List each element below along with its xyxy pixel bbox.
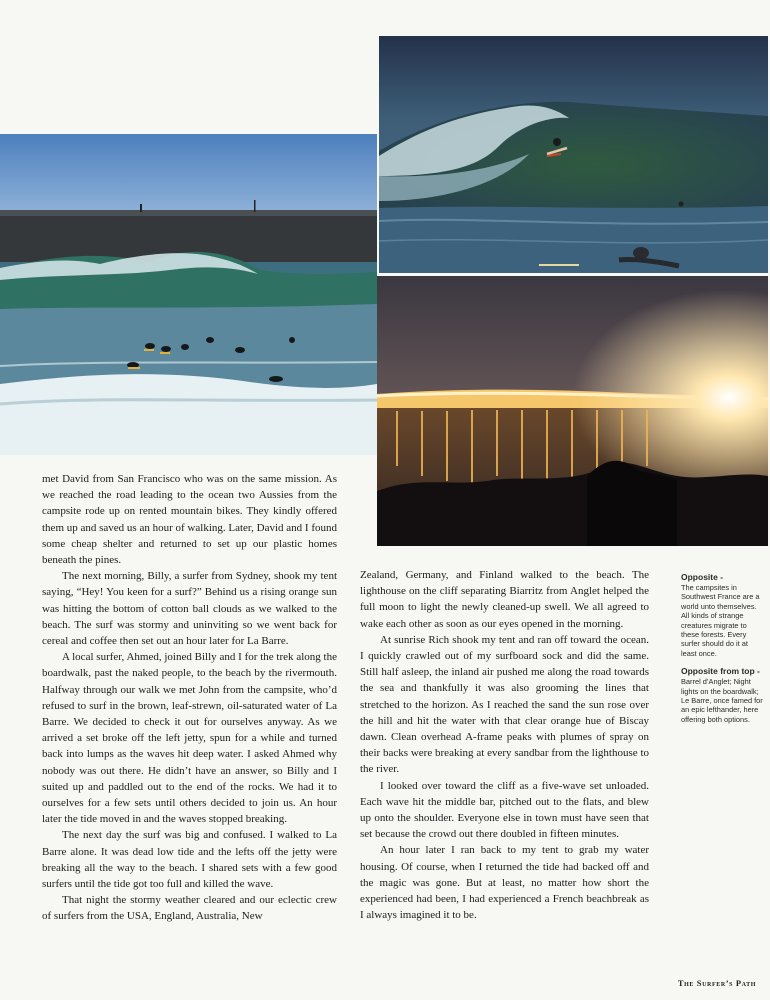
article-paragraph: The next morning, Billy, a surfer from Sydney, shook my tent saying, “Hey! You keen for a surf?” Behind us a rising orange sun was hitting the bottom of cotton ball clouds as we walked to the beach. The surf was stormy and uninviting so we went back for cereal and coffee then set out an hour later for La Barre.: [42, 570, 337, 648]
article-paragraph: That night the stormy weather cleared and our eclectic crew of surfers from the USA, England, Australia, New: [42, 894, 337, 923]
article-paragraph: At sunrise Rich shook my tent and ran off toward the ocean. I quickly crawled out of my surfboard sock and did the same. Still half asleep, the inland air pushed me along the road towards the sea and thankfully it was also grooming the lines that stretched to the horizon. As I reached the sand the sun rose over the hill and hit the water with that clear orange hue of Biscay dawn. Clean overhead A-frame peaks with plumes of spray on their backs were breaking at every sandbar from the lighthouse to the river.: [360, 633, 649, 776]
caption-opposite-title: Opposite -: [681, 572, 724, 582]
article-paragraph: The next day the surf was big and confused. I walked to La Barre alone. It was dead low tide and the lefts off the jetty were breaking all the way to the beach. I shared sets with a few good surfers until the tide got too full and killed the wave.: [42, 829, 337, 891]
article-paragraph: An hour later I ran back to my tent to grab my water housing. Of course, when I returned the tide had backed off and the magic was gone. But at least, no matter how short the experienced had been, I had experienced a French beachbreak as I always imagined it to be.: [360, 844, 649, 922]
surfers-paddling-by-jetty-photo: [0, 134, 377, 455]
article-paragraph: met David from San Francisco who was on the same mission. As we reached the road leading to the ocean two Aussies from the campsite rode up on rented mountain bikes. They kindly offered them up and saved us an hour of walking. Later, David and I found some cheap shelter and returned to set up our plastic homes beneath the pines.: [42, 473, 337, 567]
article-paragraph: I looked over toward the cliff as a five-wave set unloaded. Each wave hit the middle bar, pitched out to the flats, and blew up onto the shoulder. Everyone else in town must have seen that set because the crowd out there doubled in fifteen minutes.: [360, 779, 649, 841]
magazine-footer: The Surfer’s Path: [677, 978, 756, 988]
surfer-in-barrel-photo: [379, 36, 768, 273]
caption-opposite-text: The campsites in Southwest France are a world unto themselves. All kinds of strange creatures migrate to these forests. Every surfer should do it at least once.: [681, 583, 760, 658]
night-lights-boardwalk-photo: [377, 276, 768, 546]
article-paragraph: Zealand, Germany, and Finland walked to the beach. The lighthouse on the cliff separating Biarritz from Anglet helped the full moon to light the newly cleaned-up swell. We all agreed to wake each other as soon as our eyes opened in the morning.: [360, 569, 649, 630]
caption-from-top-text: Barrel d’Anglet; Night lights on the boardwalk; Le Barre, once famed for an epic lefthander, here offering both options.: [681, 677, 763, 724]
photo-captions: [681, 572, 765, 732]
article-column-1: [42, 471, 337, 925]
article-paragraph: A local surfer, Ahmed, joined Billy and I for the trek along the boardwalk, past the naked people, to the beach by the rivermouth. Halfway through our walk we met John from the campsite, who’d refused to surf in the brown, leaf-strewn, oil-saturated water of La Barre. We decided to check it out for ourselves anyway. As we arrived a set broke off the left jetty, spun for a while and turned back into lumps as the waves hit deep water. I asked Ahmed why nobody was out there. He didn’t have an answer, so Billy and I suited up and paddled out to the end of the rocks. We had it to ourselves for a few sets until others decided to join us. An hour later the tide moved in and the waves stopped breaking.: [42, 651, 337, 826]
caption-from-top-title: Opposite from top -: [681, 666, 760, 677]
article-column-2: [360, 567, 649, 923]
